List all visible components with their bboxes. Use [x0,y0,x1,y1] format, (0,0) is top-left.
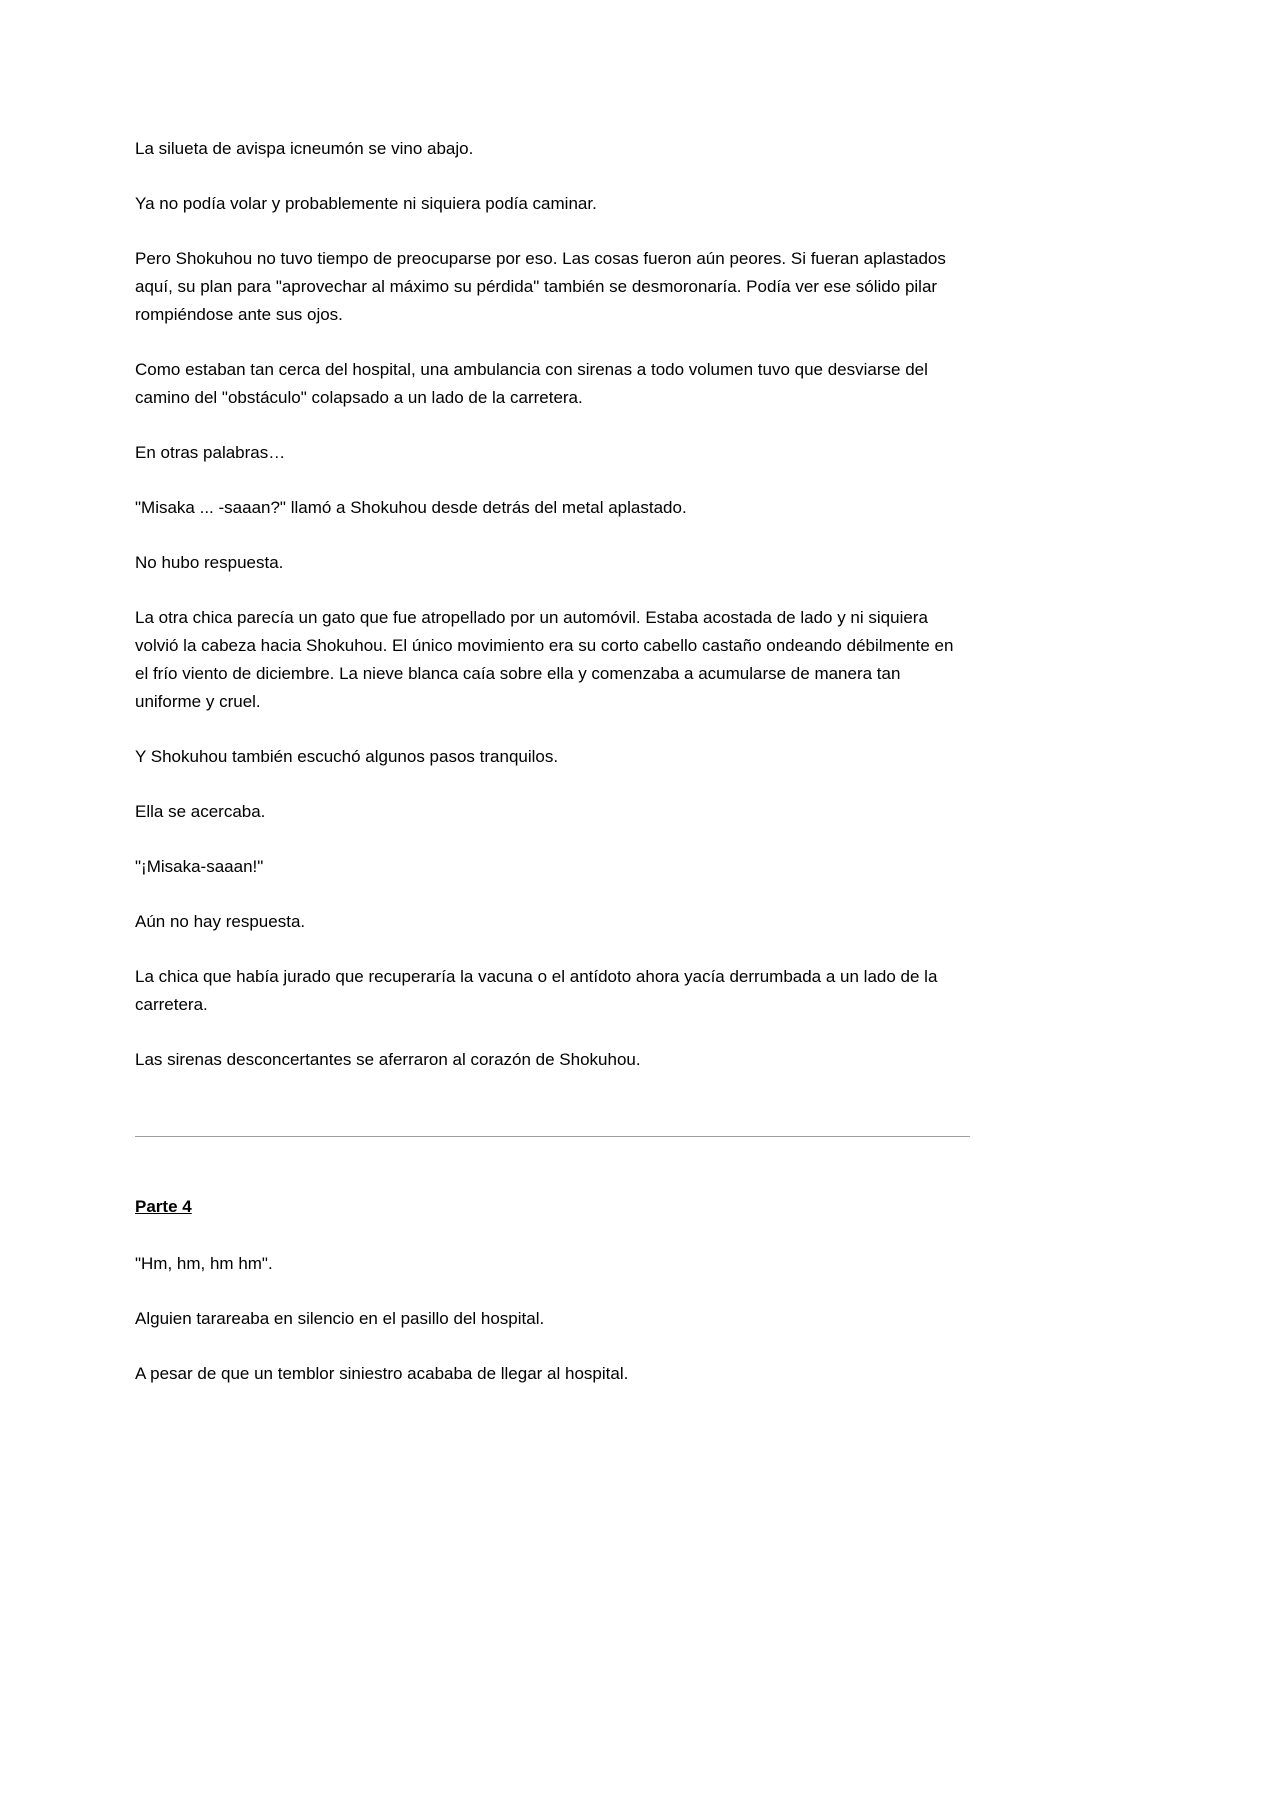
paragraph: Ella se acercaba. [135,802,266,821]
paragraph: Aún no hay respuesta. [135,912,306,931]
paragraph: La silueta de avispa icneumón se vino abajo. [135,139,474,158]
paragraph: Y Shokuhou también escuchó algunos pasos tranquilos. [135,747,559,766]
paragraph: No hubo respuesta. [135,553,284,572]
section-divider [135,1136,970,1137]
section-heading: Parte 4 [135,1197,192,1216]
paragraph: En otras palabras… [135,443,286,462]
paragraph: Como estaban tan cerca del hospital, una ambulancia con sirenas a todo volumen tuvo que desviarse del camino del "obstáculo" colapsado a un lado de la carretera. [135,360,928,407]
paragraph: Pero Shokuhou no tuvo tiempo de preocuparse por eso. Las cosas fueron aún peores. Si fueran aplastados aquí, su plan para "aprovechar al máximo su pérdida" también se desmoronaría. Podía ver ese sólido pilar rompiéndose ante sus ojos. [135,249,946,324]
paragraph: Ya no podía volar y probablemente ni siquiera podía caminar. [135,194,597,213]
paragraph: Las sirenas desconcertantes se aferraron al corazón de Shokuhou. [135,1050,641,1069]
paragraph: La otra chica parecía un gato que fue atropellado por un automóvil. Estaba acostada de lado y ni siquiera volvió la cabeza hacia Shokuhou. El único movimiento era su corto cabello castaño ondeando débilmente en el frío viento de diciembre. La nieve blanca caía sobre ella y comenzaba a acumularse de manera tan uniforme y cruel. [135,608,954,711]
paragraph: "Hm, hm, hm hm". [135,1254,273,1273]
paragraph: "¡Misaka-saaan!" [135,857,264,876]
paragraph: La chica que había jurado que recuperaría la vacuna o el antídoto ahora yacía derrumbada a un lado de la carretera. [135,967,938,1014]
paragraph: Alguien tarareaba en silencio en el pasillo del hospital. [135,1309,545,1328]
paragraph: A pesar de que un temblor siniestro acababa de llegar al hospital. [135,1364,629,1383]
paragraph: "Misaka ... -saaan?" llamó a Shokuhou desde detrás del metal aplastado. [135,498,687,517]
